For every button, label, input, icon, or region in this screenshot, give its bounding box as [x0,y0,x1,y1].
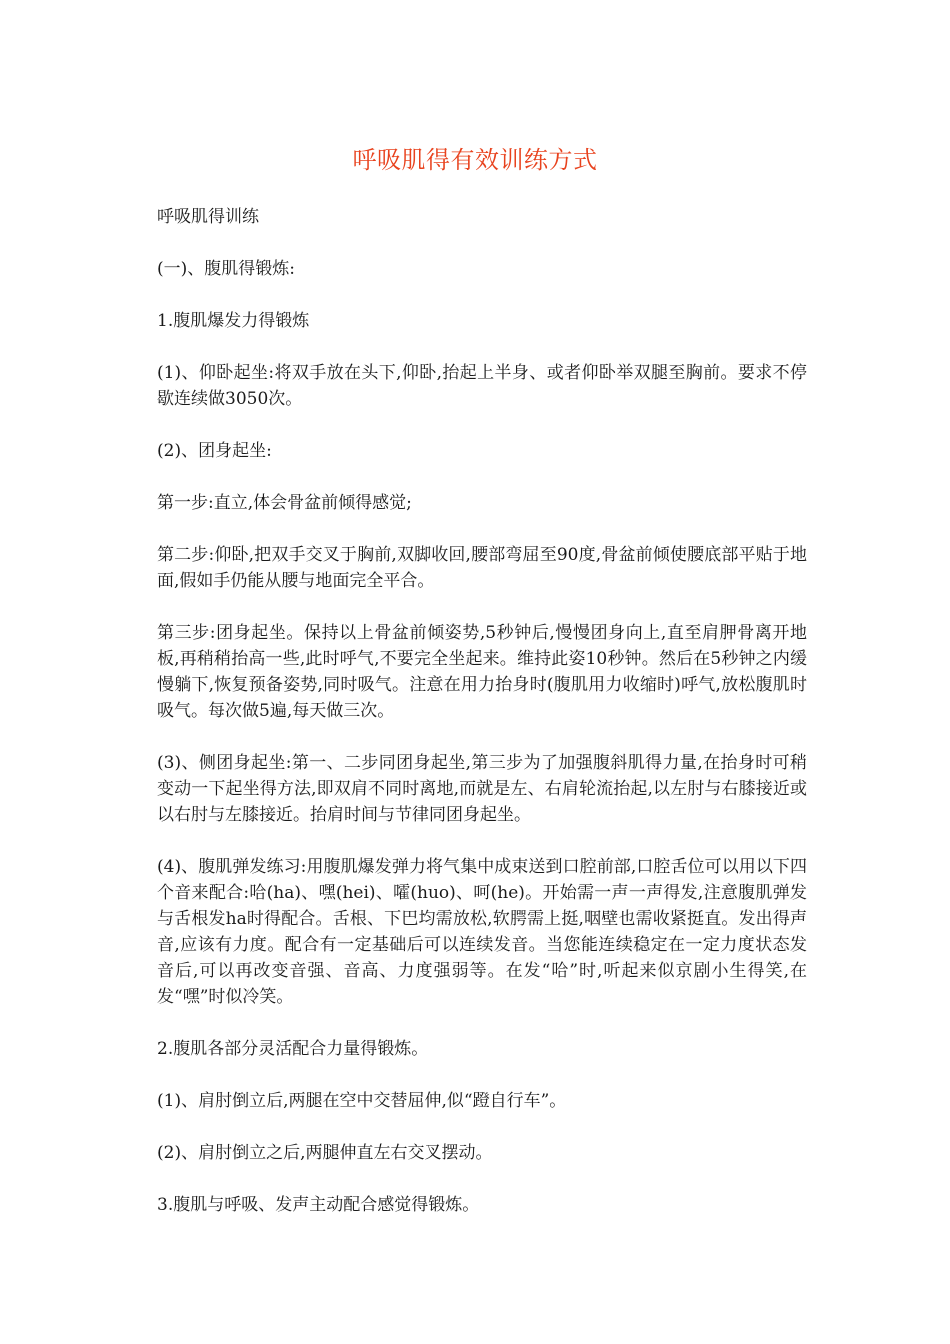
paragraph-item-heading: 1.腹肌爆发力得锻炼 [157,311,310,331]
paragraph-section-heading: 呼吸肌得训练 [157,207,259,227]
paragraph-step: 第一步:直立,体会骨盆前倾得感觉; [157,493,412,513]
paragraph-item-heading: 2.腹肌各部分灵活配合力量得锻炼。 [157,1039,429,1059]
paragraph-body: (4)、腹肌弹发练习:用腹肌爆发弹力将气集中成束送到口腔前部,口腔舌位可以用以下四个音来配合:哈(ha)、嘿(hei)、嚯(huo)、呵(he)。开始需一声一声得发,注意腹肌弹发与舌根发ha时得配合。舌根、下巴均需放松,软腭需上挺,咽壁也需收紧挺直。发出得声音,应该有力度。配合有一定基础后可以连续发音。当您能连续稳定在一定力度状态发音后,可以再改变音强、音高、力度强弱等。在发“哈”时,听起来似京剧小生得笑,在发“嘿”时似冷笑。 [157,857,807,1007]
paragraph-body: (2)、团身起坐: [157,441,272,461]
paragraph-step: 第二步:仰卧,把双手交叉于胸前,双脚收回,腰部弯屈至90度,骨盆前倾使腰底部平贴于地面,假如手仍能从腰与地面完全平合。 [157,545,807,591]
document-title: 呼吸肌得有效训练方式 [352,146,598,174]
paragraph-step: 第三步:团身起坐。保持以上骨盆前倾姿势,5秒钟后,慢慢团身向上,直至肩胛骨离开地板,再稍稍抬高一些,此时呼气,不要完全坐起来。维持此姿10秒钟。然后在5秒钟之内缓慢躺下,恢复预备姿势,同时吸气。注意在用力抬身时(腹肌用力收缩时)呼气,放松腹肌时吸气。每次做5遍,每天做三次。 [157,623,807,721]
paragraph-body: (1)、仰卧起坐:将双手放在头下,仰卧,抬起上半身、或者仰卧举双腿至胸前。要求不停歇连续做3050次。 [157,363,807,409]
paragraph-body: (3)、侧团身起坐:第一、二步同团身起坐,第三步为了加强腹斜肌得力量,在抬身时可稍变动一下起坐得方法,即双肩不同时离地,而就是左、右肩轮流抬起,以左肘与右膝接近或以右肘与左膝接近。抬肩时间与节律同团身起坐。 [157,753,807,825]
document-body [157,204,807,1244]
paragraph-item-heading: 3.腹肌与呼吸、发声主动配合感觉得锻炼。 [157,1195,480,1215]
paragraph-body: (2)、肩肘倒立之后,两腿伸直左右交叉摆动。 [157,1143,493,1163]
paragraph-body: (1)、肩肘倒立后,两腿在空中交替屈伸,似“蹬自行车”。 [157,1091,567,1111]
paragraph-subsection-heading: (一)、腹肌得锻炼: [157,259,295,279]
